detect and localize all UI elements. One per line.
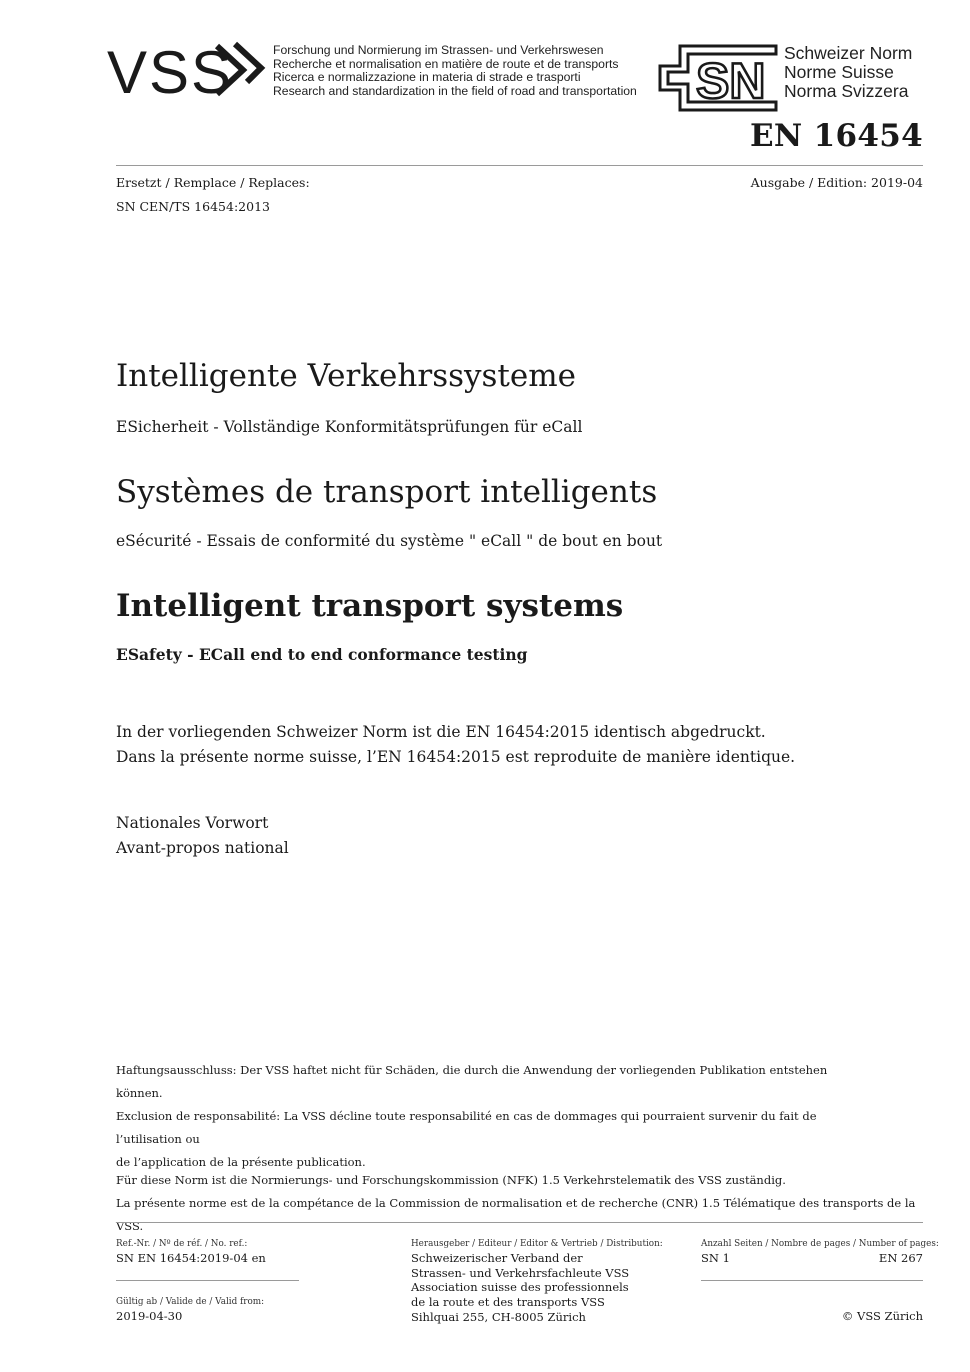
page-count-sn: SN 1 <box>701 1251 730 1265</box>
committee-fr: La présente norme est de la compétance de la Commission de normalisation et de recherche (CNR) 1.5 Télématique des transports de la VSS. <box>116 1196 916 1233</box>
replaces-value: SN CEN/TS 16454:2013 <box>116 199 270 214</box>
vss-logo-text: VSS <box>107 40 234 100</box>
edition-date: Ausgabe / Edition: 2019-04 <box>750 175 923 190</box>
sn-logo <box>658 44 778 112</box>
subtitle-french: eSécurité - Essais de conformité du système " eCall " de bout en bout <box>116 532 663 550</box>
valid-from-label: Gültig ab / Valide de / Valid from: <box>116 1297 265 1307</box>
committee-de: Für diese Norm ist die Normierungs- und Forschungskommission (NFK) 1.5 Verkehrstelematik des VSS zuständig. <box>116 1173 786 1187</box>
header-divider <box>116 165 923 166</box>
sn-name-de: Schweizer Norm <box>784 43 913 63</box>
copyright: © VSS Zürich <box>841 1309 923 1323</box>
vss-line-fr: Recherche et normalisation en matière de route et de transports <box>273 56 619 71</box>
disclaimer-fr-line-2: de l’application de la présente publication. <box>116 1155 366 1169</box>
sn-names <box>784 44 912 101</box>
identity-statement-de: In der vorliegenden Schweizer Norm ist die EN 16454:2015 identisch abgedruckt. <box>116 723 766 741</box>
disclaimer <box>116 1059 876 1174</box>
publisher-line: Association suisse des professionnels <box>411 1280 629 1295</box>
standard-number: EN 16454 <box>749 118 923 154</box>
title-english: Intelligent transport systems <box>116 588 624 624</box>
foreword-fr: Avant-propos national <box>116 839 289 857</box>
disclaimer-de: Haftungsausschluss: Der VSS haftet nicht für Schäden, die durch die Anwendung der vorliegenden Publikation entstehen können. <box>116 1063 828 1100</box>
identity-statement-fr: Dans la présente norme suisse, l’EN 16454:2015 est reproduite de manière identique. <box>116 748 796 766</box>
vss-logo <box>107 40 267 100</box>
disclaimer-fr-line-1: Exclusion de responsabilité: La VSS décline toute responsabilité en cas de dommages qui pourraient survenir du fait de l’utilisation ou <box>116 1109 817 1146</box>
publisher-label: Herausgeber / Editeur / Editor & Vertrieb / Distribution: <box>411 1239 663 1249</box>
sn-name-fr: Norme Suisse <box>784 62 894 82</box>
foreword-de: Nationales Vorwort <box>116 814 269 832</box>
page-count-divider <box>701 1280 923 1281</box>
sn-name-it: Norma Svizzera <box>784 81 909 101</box>
committee-responsibility <box>116 1169 916 1238</box>
title-german: Intelligente Verkehrssysteme <box>116 358 576 394</box>
national-foreword <box>116 811 289 861</box>
reference-value: SN EN 16454:2019-04 en <box>116 1251 266 1265</box>
publisher-address <box>411 1251 629 1325</box>
valid-from-value: 2019-04-30 <box>116 1309 183 1323</box>
page-count-en: EN 267 <box>878 1251 923 1265</box>
subtitle-english: ESafety - ECall end to end conformance testing <box>116 645 528 664</box>
sn-logo-text: SN <box>696 53 766 109</box>
page-count-label: Anzahl Seiten / Nombre de pages / Number of pages: <box>701 1239 939 1249</box>
publisher-line: de la route et des transports VSS <box>411 1295 605 1310</box>
vss-line-en: Research and standardization in the field of road and transportation <box>273 83 637 98</box>
vss-line-it: Ricerca e normalizzazione in materia di strade e trasporti <box>273 70 581 85</box>
reference-label: Ref.-Nr. / Nº de réf. / No. ref.: <box>116 1239 248 1249</box>
publisher-line: Sihlquai 255, CH-8005 Zürich <box>411 1309 586 1324</box>
identity-statement <box>116 720 795 770</box>
publisher-line: Schweizerischer Verband der <box>411 1251 583 1265</box>
vss-organization-lines <box>273 44 637 98</box>
replaces-label: Ersetzt / Remplace / Replaces: <box>116 175 310 190</box>
reference-divider <box>116 1280 299 1281</box>
footer-divider <box>116 1222 923 1223</box>
title-french: Systèmes de transport intelligents <box>116 474 658 510</box>
subtitle-german: ESicherheit - Vollständige Konformitätsprüfungen für eCall <box>116 418 583 436</box>
publisher-line: Strassen- und Verkehrsfachleute VSS <box>411 1265 630 1280</box>
vss-line-de: Forschung und Normierung im Strassen- und Verkehrswesen <box>273 43 604 57</box>
